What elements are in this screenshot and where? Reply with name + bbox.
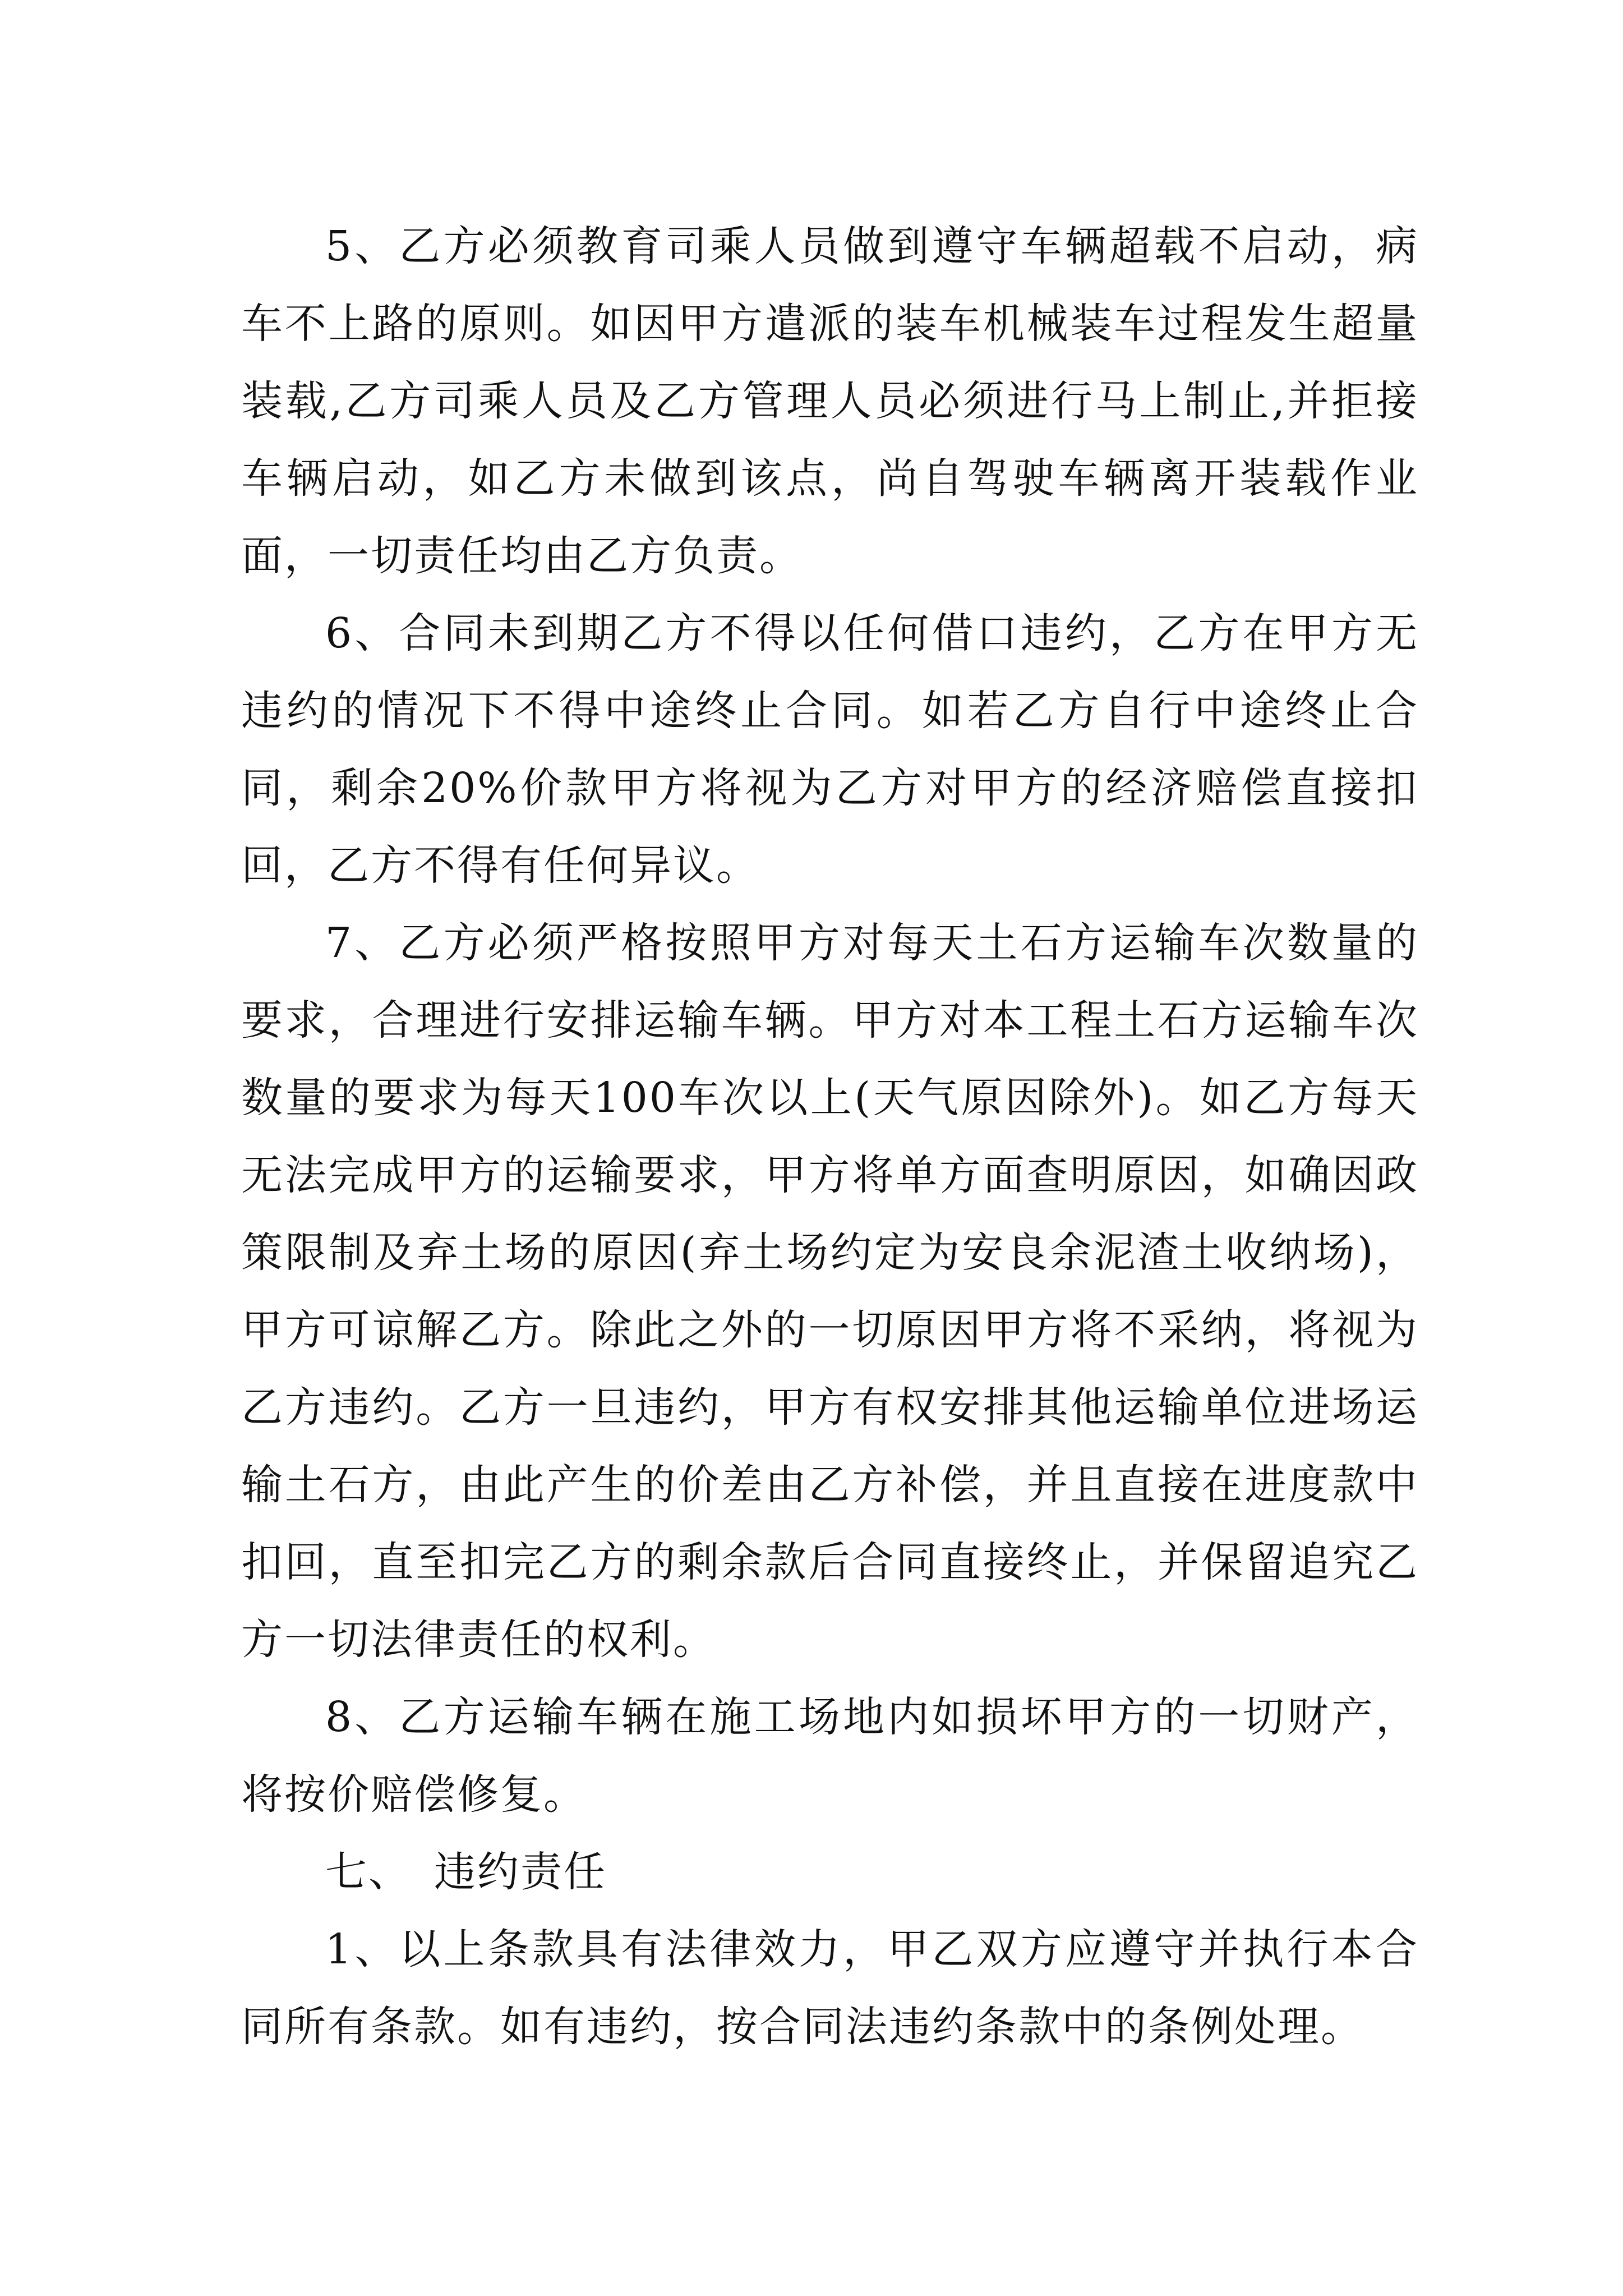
clause-7: 7、乙方必须严格按照甲方对每天土石方运输车次数量的要求，合理进行安排运输车辆。甲方对本工程土石方运输车次数量的要求为每天100车次以上(天气原因除外)。如乙方每天无法完成甲方的运输要求，甲方将单方面查明原因，如确因政策限制及弃土场的原因(弃土场约定为安良余泥渣土收纳场)，甲方可谅解乙方。除此之外的一切原因甲方将不采纳，将视为乙方违约。乙方一旦违约，甲方有权安排其他运输单位进场运输土石方，由此产生的价差由乙方补偿，并且直接在进度款中扣回，直至扣完乙方的剩余款后合同直接终止，并保留追究乙方一切法律责任的权利。 bbox=[241, 919, 1419, 1664]
breach-clause-1: 1、以上条款具有法律效力，甲乙双方应遵守并执行本合同所有条款。如有违约，按合同法违约条款中的条例处理。 bbox=[241, 1925, 1419, 2051]
clause-5: 5、乙方必须教育司乘人员做到遵守车辆超载不启动，病车不上路的原则。如因甲方遣派的装车机械装车过程发生超量装载,乙方司乘人员及乙方管理人员必须进行马上制止,并拒接车辆启动，如乙方未做到该点，尚自驾驶车辆离开装载作业面，一切责任均由乙方负责。 bbox=[241, 222, 1419, 580]
section-heading bbox=[241, 1833, 1419, 1911]
section-number: 七、 bbox=[325, 1848, 412, 1896]
clause-6: 6、合同未到期乙方不得以任何借口违约，乙方在甲方无违约的情况下不得中途终止合同。如若乙方自行中途终止合同，剩余20%价款甲方将视为乙方对甲方的经济赔偿直接扣回，乙方不得有任何异议。 bbox=[241, 609, 1419, 890]
section-title: 违约责任 bbox=[434, 1848, 607, 1896]
clause-8: 8、乙方运输车辆在施工场地内如损坏甲方的一切财产，将按价赔偿修复。 bbox=[241, 1693, 1419, 1819]
document-body bbox=[241, 208, 1419, 2065]
